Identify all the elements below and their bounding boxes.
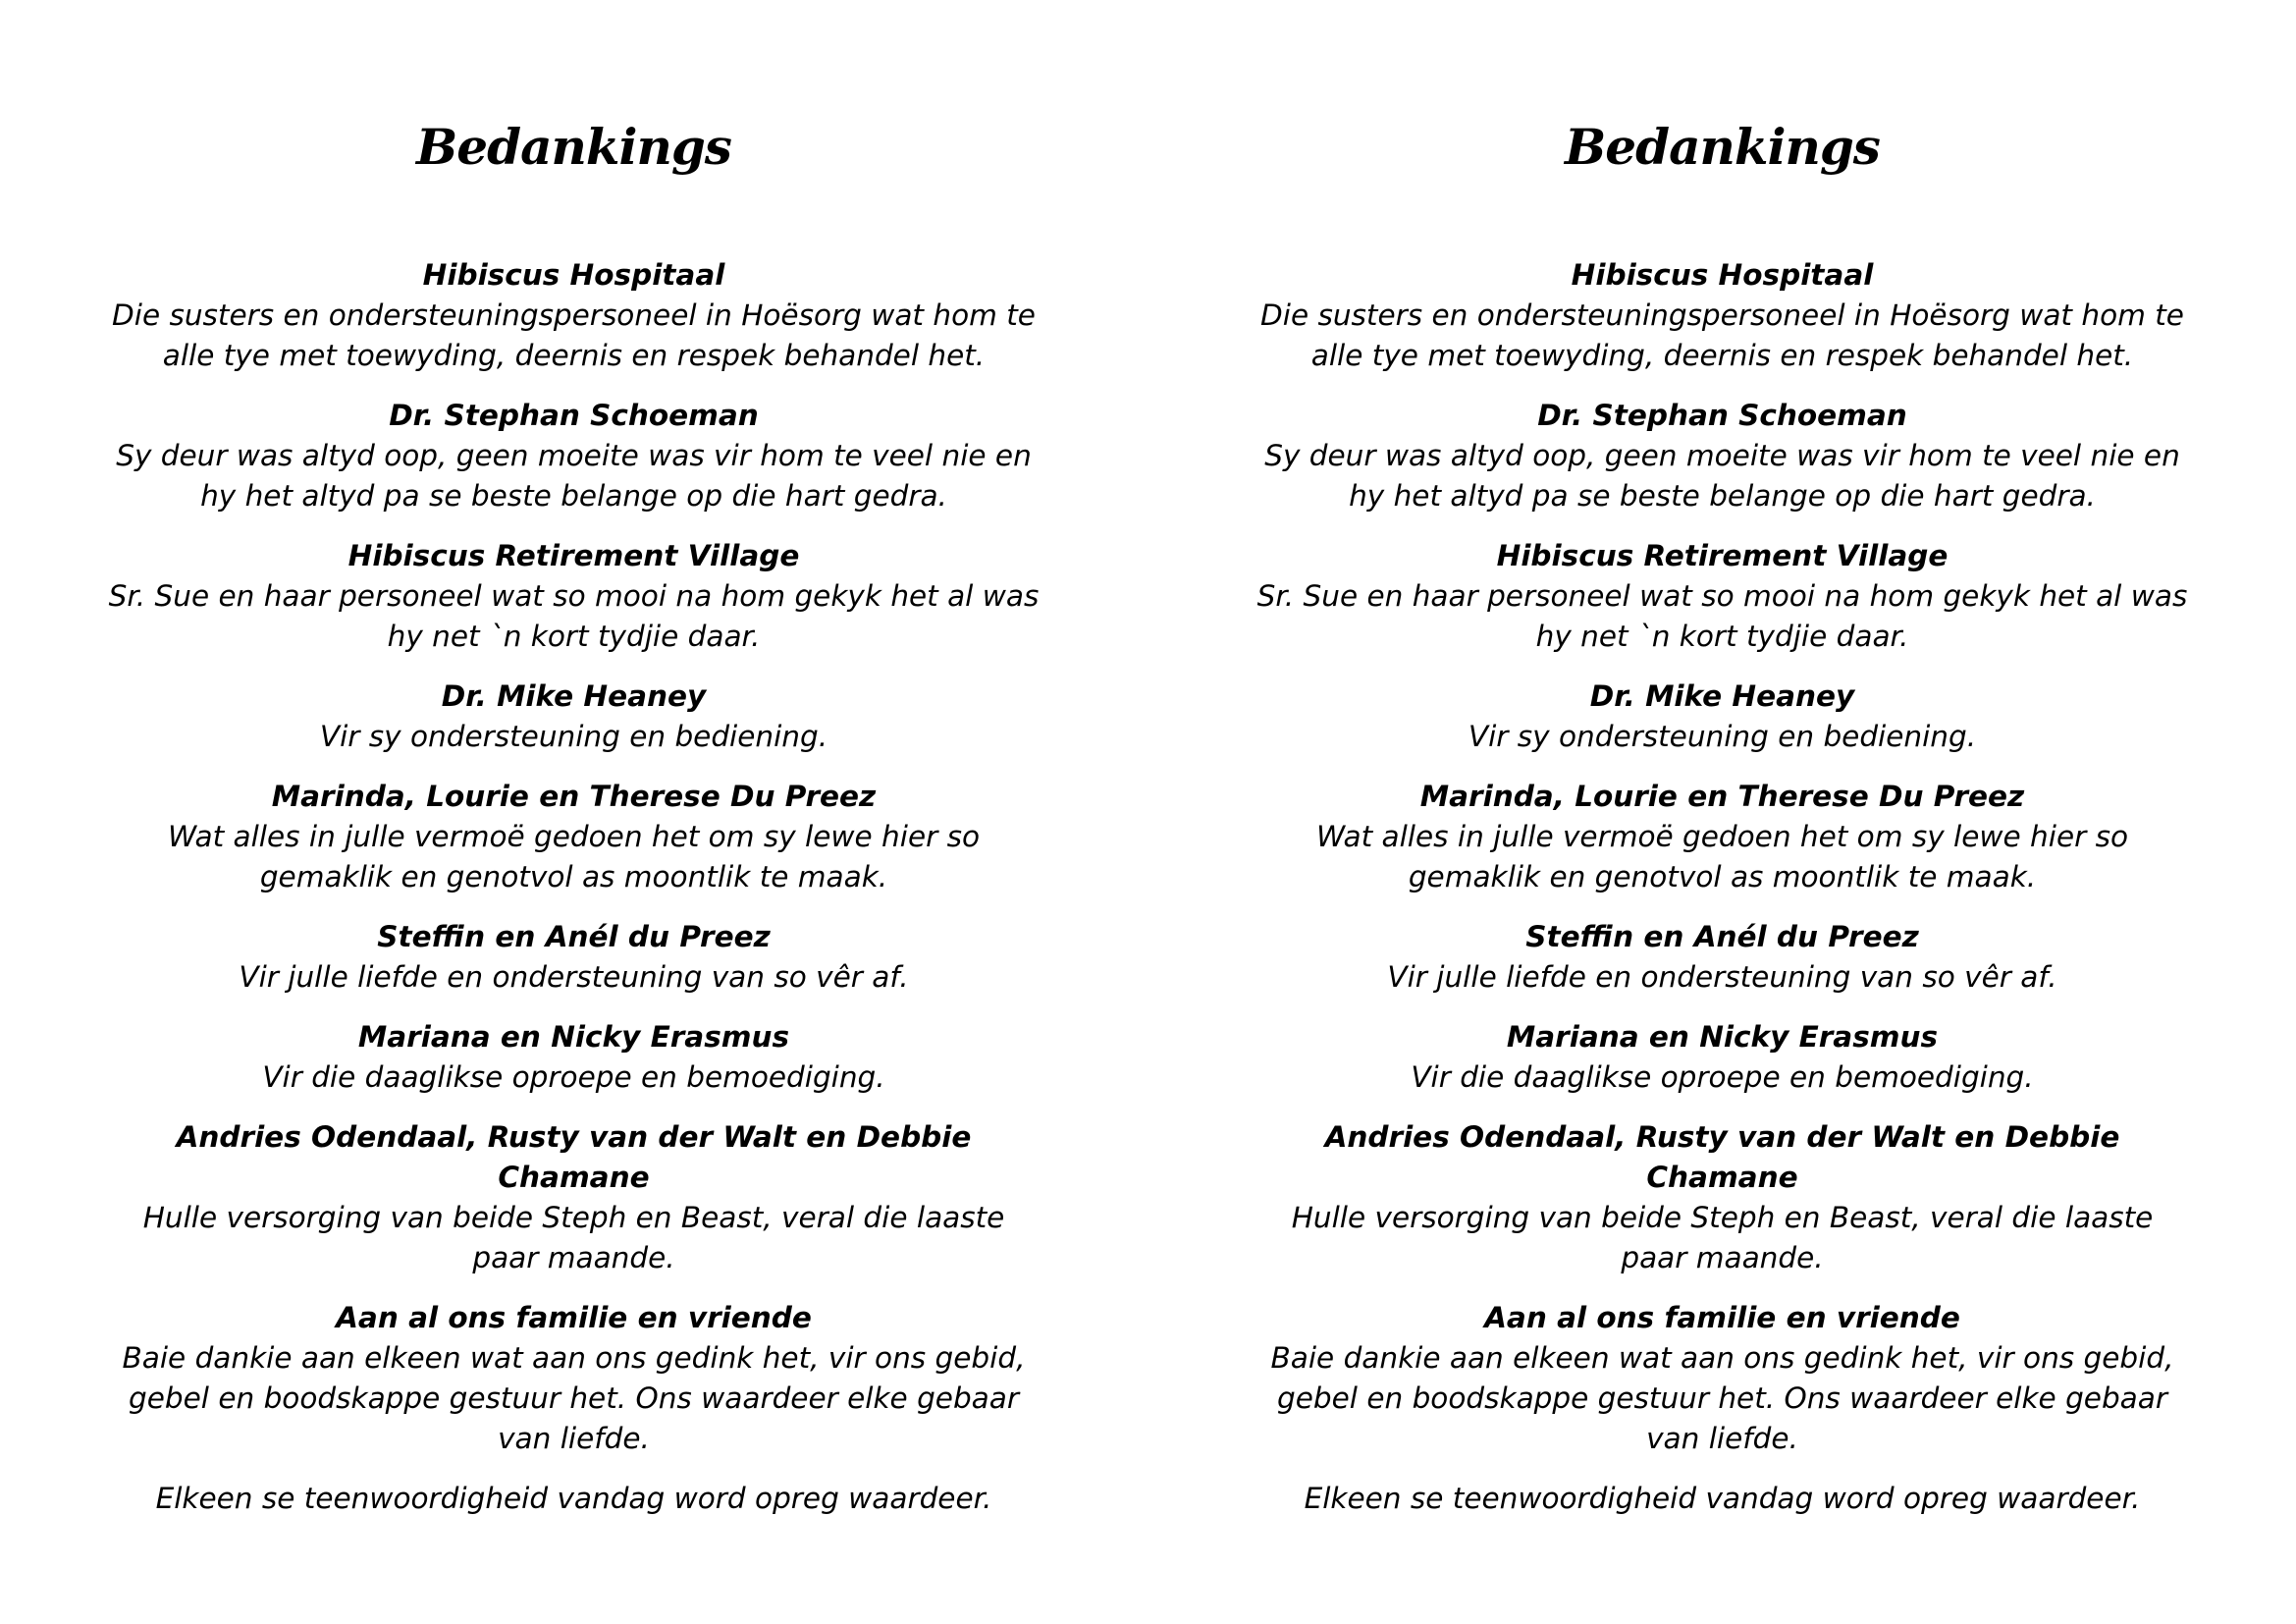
entry-heading: Steffin en Anél du Preez bbox=[377, 920, 771, 953]
entry-mariana-nicky bbox=[1256, 1017, 2188, 1098]
entry-mariana-nicky bbox=[108, 1017, 1040, 1098]
entry-family-friends bbox=[1256, 1298, 2188, 1459]
entry-heading: Dr. Mike Heaney bbox=[441, 679, 707, 713]
entry-text: Wat alles in julle vermoë gedoen het om sy lewe hier so gemaklik en genotvol as moontlik te maak. bbox=[167, 820, 981, 893]
entry-text: Hulle versorging van beide Steph en Beast, veral die laaste paar maande. bbox=[1291, 1201, 2154, 1274]
entry-dr-stephan-schoeman bbox=[1256, 396, 2188, 516]
page-title: Bedankings bbox=[416, 118, 731, 176]
entry-hibiscus-hospitaal bbox=[1256, 255, 2188, 376]
entry-du-preez-family bbox=[1256, 777, 2188, 897]
entry-andries-rusty-debbie bbox=[108, 1117, 1040, 1278]
entry-text: Sy deur was altyd oop, geen moeite was vir hom te veel nie en hy het altyd pa se beste belange op die hart gedra. bbox=[1264, 439, 2180, 513]
entry-text: Hulle versorging van beide Steph en Beast, veral die laaste paar maande. bbox=[142, 1201, 1005, 1274]
entry-text: Die susters en ondersteuningspersoneel in Hoësorg wat hom te alle tye met toewyding, deernis en respek behandel het. bbox=[112, 298, 1036, 372]
entry-heading: Aan al ons familie en vriende bbox=[1484, 1301, 1960, 1334]
entry-dr-mike-heaney bbox=[1256, 677, 2188, 757]
entry-steffin-anel bbox=[108, 917, 1040, 998]
entry-text: Sr. Sue en haar personeel wat so mooi na hom gekyk het al was hy net `n kort tydjie daar. bbox=[108, 579, 1040, 653]
entry-heading: Mariana en Nicky Erasmus bbox=[1506, 1020, 1939, 1054]
entry-hibiscus-retirement-village bbox=[1256, 536, 2188, 657]
entry-heading: Andries Odendaal, Rusty van der Walt en Debbie Chamane bbox=[1324, 1120, 2120, 1194]
entry-family-friends bbox=[108, 1298, 1040, 1459]
entry-text: Vir die daaglikse oproepe en bemoediging. bbox=[1411, 1060, 2034, 1094]
entry-dr-stephan-schoeman bbox=[108, 396, 1040, 516]
entry-text: Baie dankie aan elkeen wat aan ons gedink het, vir ons gebid, gebel en boodskappe gestuur het. Ons waardeer elke gebaar van liefde. bbox=[122, 1341, 1026, 1455]
entry-heading: Hibiscus Hospitaal bbox=[1571, 258, 1874, 292]
closing-line: Elkeen se teenwoordigheid vandag word opreg waardeer. bbox=[1304, 1482, 2141, 1515]
entry-steffin-anel bbox=[1256, 917, 2188, 998]
entry-heading: Hibiscus Retirement Village bbox=[347, 539, 800, 572]
entry-text: Vir sy ondersteuning en bediening. bbox=[1468, 720, 1977, 753]
entry-heading: Andries Odendaal, Rusty van der Walt en Debbie Chamane bbox=[176, 1120, 972, 1194]
entry-heading: Aan al ons familie en vriende bbox=[336, 1301, 812, 1334]
entry-text: Vir sy ondersteuning en bediening. bbox=[319, 720, 828, 753]
entry-text: Die susters en ondersteuningspersoneel in Hoësorg wat hom te alle tye met toewyding, deernis en respek behandel het. bbox=[1260, 298, 2184, 372]
entry-heading: Dr. Mike Heaney bbox=[1589, 679, 1855, 713]
entry-heading: Marinda, Lourie en Therese Du Preez bbox=[271, 780, 877, 813]
entry-text: Vir die daaglikse oproepe en bemoediging. bbox=[262, 1060, 885, 1094]
page-right bbox=[1148, 0, 2296, 1624]
acknowledgements-list bbox=[1256, 255, 2188, 1519]
entry-text: Sr. Sue en haar personeel wat so mooi na hom gekyk het al was hy net `n kort tydjie daar. bbox=[1256, 579, 2188, 653]
entry-dr-mike-heaney bbox=[108, 677, 1040, 757]
entry-text: Vir julle liefde en ondersteuning van so vêr af. bbox=[1387, 960, 2057, 994]
closing-line: Elkeen se teenwoordigheid vandag word opreg waardeer. bbox=[155, 1482, 992, 1515]
entry-text: Baie dankie aan elkeen wat aan ons gedink het, vir ons gebid, gebel en boodskappe gestuur het. Ons waardeer elke gebaar van liefde. bbox=[1270, 1341, 2174, 1455]
entry-du-preez-family bbox=[108, 777, 1040, 897]
entry-text: Vir julle liefde en ondersteuning van so vêr af. bbox=[239, 960, 909, 994]
entry-heading: Hibiscus Hospitaal bbox=[422, 258, 725, 292]
entry-heading: Dr. Stephan Schoeman bbox=[389, 399, 759, 432]
entry-hibiscus-hospitaal bbox=[108, 255, 1040, 376]
entry-heading: Hibiscus Retirement Village bbox=[1496, 539, 1949, 572]
entry-heading: Marinda, Lourie en Therese Du Preez bbox=[1419, 780, 2025, 813]
entry-hibiscus-retirement-village bbox=[108, 536, 1040, 657]
entry-heading: Dr. Stephan Schoeman bbox=[1537, 399, 1907, 432]
entry-andries-rusty-debbie bbox=[1256, 1117, 2188, 1278]
entry-text: Wat alles in julle vermoë gedoen het om sy lewe hier so gemaklik en genotvol as moontlik te maak. bbox=[1315, 820, 2129, 893]
entry-heading: Mariana en Nicky Erasmus bbox=[357, 1020, 790, 1054]
page-title: Bedankings bbox=[1565, 118, 1880, 176]
acknowledgements-list bbox=[108, 255, 1040, 1519]
entry-heading: Steffin en Anél du Preez bbox=[1525, 920, 1919, 953]
entry-text: Sy deur was altyd oop, geen moeite was vir hom te veel nie en hy het altyd pa se beste belange op die hart gedra. bbox=[116, 439, 1032, 513]
